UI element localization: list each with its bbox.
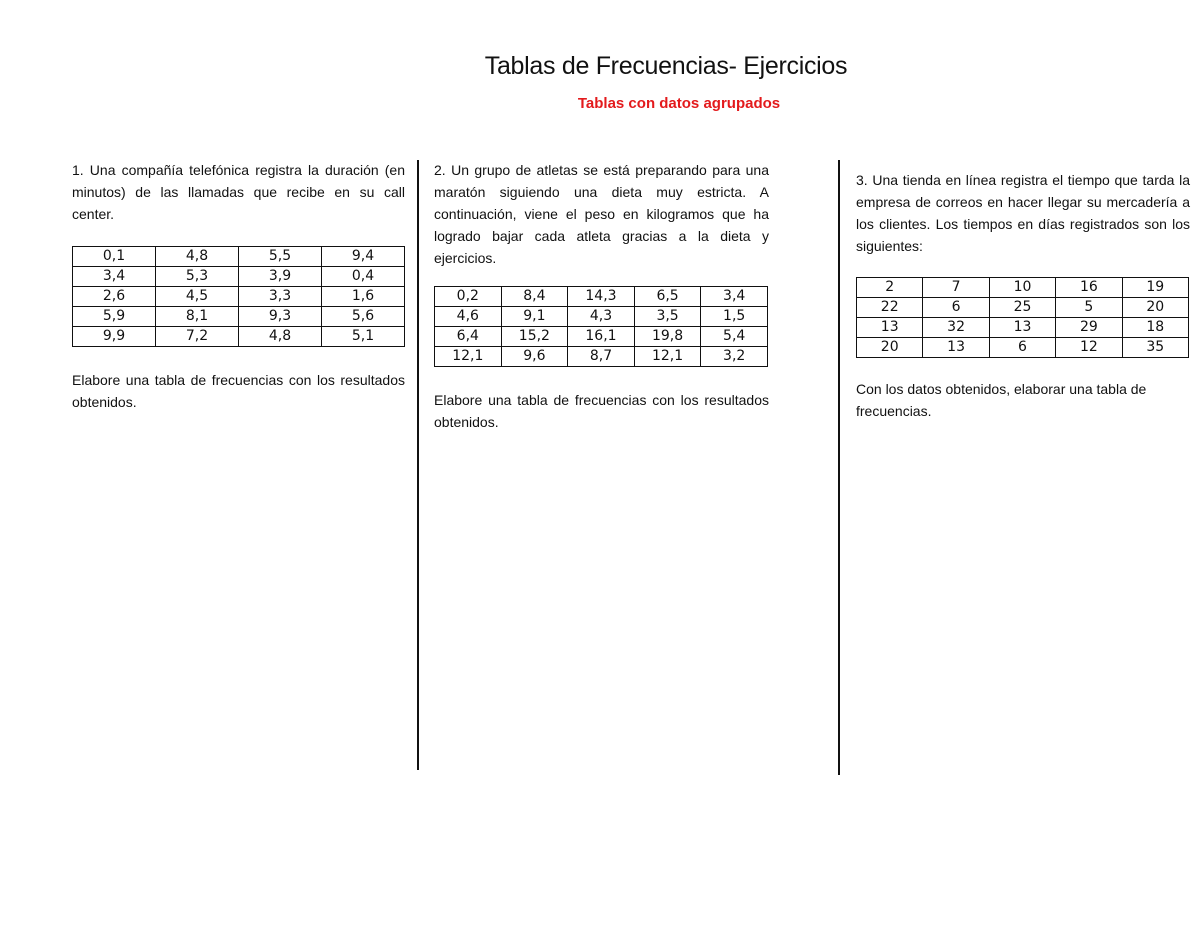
- table-cell: 35: [1122, 338, 1188, 358]
- table-row: [857, 278, 1189, 298]
- table-cell: 9,6: [501, 347, 568, 367]
- table-cell: 4,8: [156, 247, 239, 267]
- exercise-1-number: 1.: [72, 162, 84, 178]
- exercise-3-text: Una tienda en línea registra el tiempo que tarda la empresa de correos en hacer llegar su mercadería a los clientes. Los tiempos en días registrados son los siguientes:: [856, 172, 1191, 254]
- table-cell: 1,6: [322, 287, 405, 307]
- table-cell: 7,2: [156, 327, 239, 347]
- table-row: [857, 298, 1189, 318]
- table-cell: 7: [923, 278, 989, 298]
- table-cell: 4,8: [239, 327, 322, 347]
- exercise-1-instruction: Elabore una tabla de frecuencias con los resultados obtenidos.: [72, 372, 405, 410]
- table-row: [73, 267, 405, 287]
- table-cell: 15,2: [501, 327, 568, 347]
- exercise-2-number: 2.: [434, 162, 446, 178]
- page-title: Tablas de Frecuencias- Ejercicios: [484, 52, 848, 80]
- table-cell: 8,4: [501, 287, 568, 307]
- exercise-3-instruction: Con los datos obtenidos, elaborar una tabla de frecuencias.: [856, 381, 1147, 419]
- table-cell: 9,1: [501, 307, 568, 327]
- table-cell: 0,1: [73, 247, 156, 267]
- page-subtitle: Tablas con datos agrupados: [577, 95, 781, 112]
- table-cell: 19: [1122, 278, 1188, 298]
- table-cell: 5,4: [701, 327, 768, 347]
- table-row: [73, 307, 405, 327]
- table-cell: 13: [989, 318, 1055, 338]
- table-row: [435, 307, 768, 327]
- exercise-2-instruction: Elabore una tabla de frecuencias con los resultados obtenidos.: [434, 392, 769, 430]
- table-row: [435, 327, 768, 347]
- table-cell: 12: [1056, 338, 1122, 358]
- table-cell: 6: [923, 298, 989, 318]
- table-row: [73, 247, 405, 267]
- table-cell: 5,1: [322, 327, 405, 347]
- table-cell: 32: [923, 318, 989, 338]
- column-divider-1: [417, 160, 419, 770]
- table-row: [435, 347, 768, 367]
- table-cell: 12,1: [634, 347, 701, 367]
- table-cell: 20: [1122, 298, 1188, 318]
- table-cell: 4,3: [568, 307, 635, 327]
- exercise-3-number: 3.: [856, 172, 868, 188]
- table-cell: 3,9: [239, 267, 322, 287]
- table-cell: 16,1: [568, 327, 635, 347]
- table-cell: 5,5: [239, 247, 322, 267]
- table-row: [73, 287, 405, 307]
- exercise-2: [434, 159, 769, 433]
- table-cell: 5,6: [322, 307, 405, 327]
- exercise-1-text: Una compañía telefónica registra la duración (en minutos) de las llamadas que recibe en su call center.: [72, 162, 406, 222]
- exercise-1-statement: [72, 159, 405, 225]
- table-cell: 5,9: [73, 307, 156, 327]
- table-cell: 3,2: [701, 347, 768, 367]
- table-cell: 9,9: [73, 327, 156, 347]
- table-cell: 8,1: [156, 307, 239, 327]
- table-cell: 10: [989, 278, 1055, 298]
- table-cell: 22: [857, 298, 923, 318]
- table-cell: 13: [923, 338, 989, 358]
- exercise-3: [856, 169, 1190, 422]
- table-cell: 29: [1056, 318, 1122, 338]
- table-cell: 3,3: [239, 287, 322, 307]
- table-cell: 9,3: [239, 307, 322, 327]
- table-row: [857, 338, 1189, 358]
- table-cell: 18: [1122, 318, 1188, 338]
- table-cell: 3,4: [73, 267, 156, 287]
- exercise-3-table: [856, 277, 1189, 358]
- exercise-2-statement: [434, 159, 769, 269]
- exercise-2-text: Un grupo de atletas se está preparando para una maratón siguiendo una dieta muy estricta. A continuación, viene el peso en kilogramos que ha logrado bajar cada atleta gracias a la dieta y ejercicios.: [434, 162, 770, 266]
- table-cell: 14,3: [568, 287, 635, 307]
- table-cell: 12,1: [435, 347, 502, 367]
- table-cell: 1,5: [701, 307, 768, 327]
- table-row: [435, 287, 768, 307]
- table-cell: 0,4: [322, 267, 405, 287]
- table-cell: 3,5: [634, 307, 701, 327]
- table-cell: 20: [857, 338, 923, 358]
- exercise-1: [72, 159, 405, 413]
- table-cell: 2: [857, 278, 923, 298]
- table-cell: 6,4: [435, 327, 502, 347]
- table-cell: 16: [1056, 278, 1122, 298]
- exercise-1-table: [72, 246, 405, 347]
- table-cell: 5,3: [156, 267, 239, 287]
- table-cell: 5: [1056, 298, 1122, 318]
- table-cell: 3,4: [701, 287, 768, 307]
- table-cell: 4,5: [156, 287, 239, 307]
- table-cell: 9,4: [322, 247, 405, 267]
- table-cell: 8,7: [568, 347, 635, 367]
- column-divider-2: [838, 160, 840, 775]
- table-cell: 2,6: [73, 287, 156, 307]
- table-cell: 19,8: [634, 327, 701, 347]
- table-row: [73, 327, 405, 347]
- table-cell: 4,6: [435, 307, 502, 327]
- table-cell: 6,5: [634, 287, 701, 307]
- table-cell: 13: [857, 318, 923, 338]
- exercise-3-statement: [856, 169, 1190, 257]
- table-cell: 0,2: [435, 287, 502, 307]
- exercise-2-table: [434, 286, 768, 367]
- table-cell: 6: [989, 338, 1055, 358]
- table-cell: 25: [989, 298, 1055, 318]
- table-row: [857, 318, 1189, 338]
